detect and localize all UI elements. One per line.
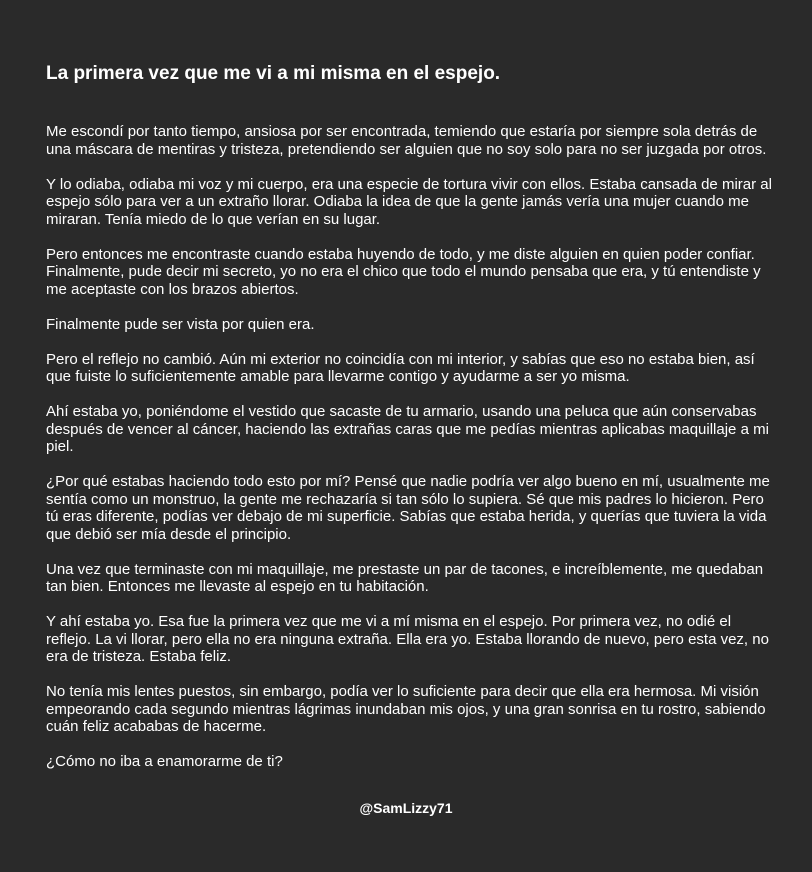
- paragraph-9: Y ahí estaba yo. Esa fue la primera vez que me vi a mí misma en el espejo. Por primera vez, no odié el reflejo. La vi llorar, pero ella no era ninguna extraña. Ella era yo. Estaba llorando de nuevo, pero esta vez, no era de tristeza. Estaba feliz.: [46, 613, 769, 665]
- paragraph-10: No tenía mis lentes puestos, sin embargo, podía ver lo suficiente para decir que ella era hermosa. Mi visión empeorando cada segundo mientras lágrimas inundaban mis ojos, y una gran sonrisa en tu rostro, sabiendo cuán feliz acababas de hacerme.: [46, 683, 766, 735]
- story-body: [46, 123, 772, 788]
- paragraph-4: Finalmente pude ser vista por quien era.: [46, 315, 315, 333]
- paragraph-2: Y lo odiaba, odiaba mi voz y mi cuerpo, era una especie de tortura vivir con ellos. Estaba cansada de mirar al espejo sólo para ver a un extraño llorar. Odiaba la idea de que la gente jamás vería una mujer cuando me miraran. Tenía miedo de lo que verían en su lugar.: [46, 175, 772, 228]
- author-handle: @SamLizzy71: [359, 800, 453, 816]
- paragraph-1: Me escondí por tanto tiempo, ansiosa por ser encontrada, temiendo que estaría por siempre sola detrás de una máscara de mentiras y tristeza, pretendiendo ser alguien que no soy solo para no ser juzgada por otros.: [46, 123, 767, 158]
- paragraph-11: ¿Cómo no iba a enamorarme de ti?: [46, 753, 283, 770]
- paragraph-3: Pero entonces me encontraste cuando estaba huyendo de todo, y me diste alguien en quien poder confiar. Finalmente, pude decir mi secreto, yo no era el chico que todo el mundo pensaba que era, y tú entendiste y me aceptaste con los brazos abiertos.: [46, 245, 761, 298]
- paragraph-6: Ahí estaba yo, poniéndome el vestido que sacaste de tu armario, usando una peluca que aún conservabas después de vencer al cáncer, haciendo las extrañas caras que me pedías mientras aplicabas maquillaje a mi piel.: [46, 403, 769, 455]
- paragraph-5: Pero el reflejo no cambió. Aún mi exterior no coincidía con mi interior, y sabías que eso no estaba bien, así que fuiste lo suficientemente amable para llevarme contigo y ayudarme a ser yo misma.: [46, 350, 755, 385]
- story-title: La primera vez que me vi a mi misma en el espejo.: [46, 63, 501, 84]
- paragraph-8: Una vez que terminaste con mi maquillaje, me prestaste un par de tacones, e increíblemente, me quedaban tan bien. Entonces me llevaste al espejo en tu habitación.: [46, 560, 764, 595]
- paragraph-7: ¿Por qué estabas haciendo todo esto por mí? Pensé que nadie podría ver algo bueno en mí, usualmente me sentía como un monstruo, la gente me rechazaría si tan sólo lo supiera. Sé que mis padres lo hicieron. Pero tú eras diferente, podías ver debajo de mi superficie. Sabías que estaba herida, y querías que tuviera la vida que debió ser mía desde el principio.: [46, 473, 770, 543]
